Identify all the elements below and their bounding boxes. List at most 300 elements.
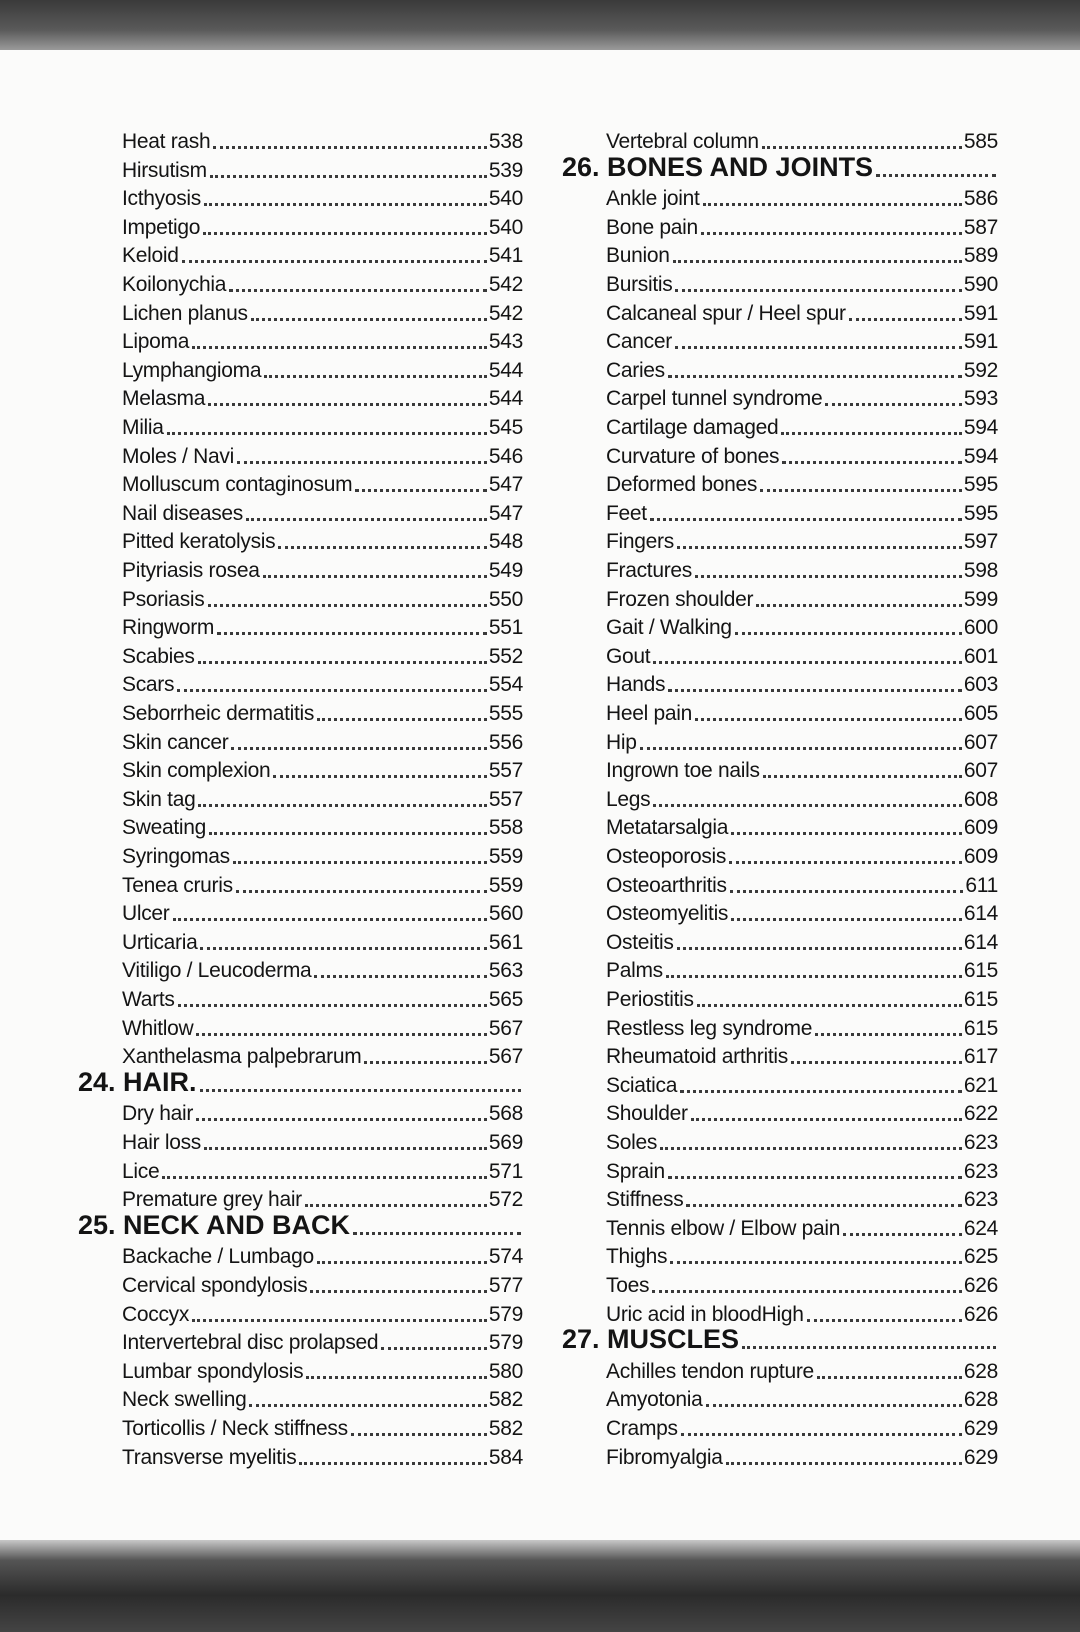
leader-dots: [670, 1261, 962, 1264]
index-entry: [562, 410, 998, 440]
entry-page-number: 551: [488, 616, 523, 640]
entry-label: Tenea cruris: [122, 873, 233, 897]
entry-label: Scars: [122, 673, 175, 697]
entry-label: Transverse myelitis: [122, 1445, 297, 1469]
entry-label: Scabies: [122, 644, 195, 668]
leader-dots: [178, 1004, 487, 1007]
entry-page-number: 567: [488, 1016, 523, 1040]
entry-label: Impetigo: [122, 215, 201, 239]
entry-label: Vertebral column: [606, 130, 759, 153]
entry-page-number: 614: [963, 902, 998, 926]
entry-page-number: 615: [963, 988, 998, 1011]
index-entry: [562, 210, 998, 240]
entry-page-number: 559: [488, 873, 523, 897]
index-entry: [562, 782, 998, 812]
entry-label: Cartilage damaged: [606, 416, 779, 439]
leader-dots: [681, 1433, 962, 1436]
entry-page-number: 542: [488, 273, 523, 296]
entry-page-number: 628: [963, 1388, 998, 1412]
entry-label: Fingers: [606, 530, 674, 554]
index-entry: [562, 1211, 998, 1241]
leader-dots: [208, 403, 487, 406]
index-entry: [562, 238, 998, 268]
leader-dots: [353, 1232, 521, 1235]
leader-dots: [231, 747, 486, 750]
index-entry: [562, 1011, 998, 1041]
entry-page-number: 572: [488, 1188, 523, 1212]
entry-label: Cervical spondylosis: [122, 1274, 308, 1297]
entry-label: Ankle joint: [606, 187, 700, 211]
leader-dots: [680, 1090, 962, 1093]
entry-page-number: 595: [963, 501, 998, 525]
leader-dots: [196, 1118, 487, 1121]
entry-label: Skin cancer: [122, 730, 229, 754]
entry-label: Whitlow: [122, 1016, 194, 1040]
index-entry: [78, 210, 523, 240]
entry-label: Psoriasis: [122, 587, 205, 611]
entry-page-number: 563: [488, 959, 523, 983]
index-entry: [78, 639, 523, 669]
entry-label: Koilonychia: [122, 273, 227, 296]
entry-page-number: 540: [488, 215, 523, 239]
index-entry: [78, 1154, 523, 1184]
leader-dots: [673, 260, 962, 263]
index-entry: [562, 1382, 998, 1412]
entry-page-number: 623: [963, 1159, 998, 1183]
entry-label: Heel pain: [606, 702, 693, 725]
entry-page-number: 584: [488, 1445, 523, 1469]
entry-page-number: 556: [488, 730, 523, 754]
entry-page-number: 609: [963, 816, 998, 840]
index-entry: [562, 1096, 998, 1126]
index-entry: [562, 267, 998, 297]
index-entry: [562, 868, 998, 898]
entry-label: Molluscum contaginosum: [122, 473, 353, 497]
entry-page-number: 625: [963, 1245, 998, 1269]
entry-label: Carpel tunnel syndrome: [606, 387, 823, 411]
entry-page-number: 547: [488, 473, 523, 497]
leader-dots: [675, 346, 962, 349]
entry-page-number: 598: [963, 559, 998, 582]
entry-label: Keloid: [122, 244, 179, 268]
entry-page-number: 558: [488, 816, 523, 840]
entry-label: Amyotonia: [606, 1388, 703, 1412]
entry-page-number: 557: [488, 759, 523, 783]
leader-dots: [263, 575, 487, 578]
index-entry: [562, 896, 998, 926]
leader-dots: [731, 918, 962, 921]
entry-page-number: 591: [963, 330, 998, 354]
entry-page-number: 590: [963, 273, 998, 296]
index-entry: [78, 753, 523, 783]
leader-dots: [675, 289, 961, 292]
entry-label: Pityriasis rosea: [122, 559, 260, 582]
entry-label: Torticollis / Neck stiffness: [122, 1417, 348, 1440]
leader-dots: [760, 489, 962, 492]
leader-dots: [653, 804, 962, 807]
leader-dots: [246, 518, 487, 521]
entry-label: Metatarsalgia: [606, 816, 729, 840]
index-entry: [78, 1382, 523, 1412]
entry-page-number: 591: [963, 301, 998, 325]
entry-label: Bursitis: [606, 273, 673, 296]
entry-page-number: 599: [963, 587, 998, 611]
entry-page-number: 544: [488, 387, 523, 411]
index-entry: [78, 810, 523, 840]
entry-label: Shoulder: [606, 1102, 688, 1126]
index-entry: [562, 982, 998, 1012]
index-entry: [78, 725, 523, 755]
entry-page-number: 568: [488, 1102, 523, 1126]
index-entry: [78, 1411, 523, 1441]
section-title: 27. MUSCLES: [562, 1324, 740, 1355]
index-entry: [562, 296, 998, 326]
section-heading: [562, 149, 998, 183]
leader-dots: [686, 1204, 961, 1207]
leader-dots: [660, 1147, 962, 1150]
index-entry: [78, 982, 523, 1012]
entry-page-number: 611: [965, 873, 998, 897]
index-entry: [78, 1325, 523, 1355]
leader-dots: [208, 604, 487, 607]
index-entry: [78, 553, 523, 583]
index-entry: [562, 1182, 998, 1212]
leader-dots: [763, 775, 962, 778]
index-entry: [78, 610, 523, 640]
index-entry: [562, 1239, 998, 1269]
index-entry: [78, 1125, 523, 1155]
section-heading: [562, 1321, 998, 1355]
entry-label: Stiffness: [606, 1188, 684, 1212]
leader-dots: [249, 1404, 486, 1407]
leader-dots: [251, 318, 487, 321]
entry-label: Sciatica: [606, 1073, 678, 1097]
index-entry: [78, 238, 523, 268]
leader-dots: [192, 1319, 487, 1322]
leader-dots: [697, 1004, 962, 1007]
leader-dots: [668, 1176, 962, 1179]
index-entry: [562, 1068, 998, 1098]
entry-page-number: 547: [488, 501, 523, 525]
index-entry: [562, 1411, 998, 1441]
entry-label: Hirsutism: [122, 158, 207, 182]
entry-page-number: 626: [963, 1274, 998, 1297]
leader-dots: [849, 318, 962, 321]
leader-dots: [843, 1233, 962, 1236]
index-entry: [78, 953, 523, 983]
leader-dots: [278, 546, 487, 549]
entry-label: Uric acid in bloodHigh: [606, 1302, 804, 1326]
index-entry: [78, 1239, 523, 1269]
index-entry: [78, 782, 523, 812]
leader-dots: [209, 832, 487, 835]
entry-page-number: 624: [963, 1216, 998, 1240]
entry-label: Cancer: [606, 330, 672, 354]
index-entry: [78, 267, 523, 297]
index-entry: [562, 1268, 998, 1298]
entry-page-number: 603: [963, 673, 998, 697]
entry-page-number: 614: [963, 930, 998, 954]
leader-dots: [355, 489, 487, 492]
entry-label: Nail diseases: [122, 501, 243, 525]
entry-label: Deformed bones: [606, 473, 758, 497]
entry-label: Lipoma: [122, 330, 190, 354]
entry-label: Milia: [122, 416, 164, 439]
entry-page-number: 617: [963, 1045, 998, 1069]
index-entry: [562, 181, 998, 211]
index-entry: [562, 667, 998, 697]
entry-page-number: 565: [488, 988, 523, 1011]
leader-dots: [666, 975, 962, 978]
entry-label: Calcaneal spur / Heel spur: [606, 301, 846, 325]
index-entry: [78, 1268, 523, 1298]
entry-label: Curvature of bones: [606, 444, 780, 468]
entry-page-number: 629: [963, 1417, 998, 1440]
index-entry: [562, 524, 998, 554]
leader-dots: [703, 203, 962, 206]
entry-label: Caries: [606, 358, 665, 382]
leader-dots: [317, 718, 487, 721]
leader-dots: [200, 947, 486, 950]
index-entry: [562, 953, 998, 983]
index-entry: [562, 610, 998, 640]
leader-dots: [668, 375, 962, 378]
entry-page-number: 622: [963, 1102, 998, 1126]
leader-dots: [200, 1089, 521, 1092]
index-entry: [562, 1440, 998, 1470]
entry-page-number: 615: [963, 959, 998, 983]
index-entry: [78, 124, 523, 154]
leader-dots: [204, 203, 487, 206]
entry-label: Lymphangioma: [122, 358, 262, 382]
leader-dots: [876, 174, 996, 177]
leader-dots: [677, 947, 962, 950]
entry-label: Thighs: [606, 1245, 668, 1269]
entry-label: Lichen planus: [122, 301, 248, 325]
index-entry: [78, 1096, 523, 1126]
entry-page-number: 597: [963, 530, 998, 554]
entry-label: Syringomas: [122, 845, 230, 868]
leader-dots: [351, 1433, 487, 1436]
entry-label: Seborrheic dermatitis: [122, 702, 315, 725]
entry-label: Sweating: [122, 816, 206, 840]
entry-label: Fibromyalgia: [606, 1445, 723, 1469]
leader-dots: [173, 918, 487, 921]
index-entry: [562, 1354, 998, 1384]
index-entry: [562, 1039, 998, 1069]
leader-dots: [217, 632, 487, 635]
index-entry: [78, 439, 523, 469]
entry-page-number: 582: [488, 1417, 523, 1440]
section-title: 26. BONES AND JOINTS: [562, 151, 874, 182]
entry-page-number: 540: [488, 187, 523, 211]
index-entry: [78, 324, 523, 354]
entry-page-number: 623: [963, 1188, 998, 1212]
index-entry: [562, 1154, 998, 1184]
entry-page-number: 608: [963, 787, 998, 811]
leader-dots: [213, 146, 487, 149]
entry-label: Ulcer: [122, 902, 170, 926]
leader-dots: [162, 1176, 487, 1179]
entry-label: Hip: [606, 730, 637, 754]
entry-page-number: 589: [963, 244, 998, 268]
entry-label: Ingrown toe nails: [606, 759, 760, 783]
index-entry: [78, 1440, 523, 1470]
leader-dots: [791, 1061, 962, 1064]
leader-dots: [691, 1118, 962, 1121]
entry-page-number: 545: [488, 416, 523, 439]
entry-label: Soles: [606, 1131, 658, 1154]
leader-dots: [653, 661, 962, 664]
entry-label: Premature grey hair: [122, 1188, 302, 1212]
entry-page-number: 555: [488, 702, 523, 725]
index-entry: [562, 753, 998, 783]
entry-label: Neck swelling: [122, 1388, 247, 1412]
entry-label: Heat rash: [122, 130, 211, 153]
entry-page-number: 609: [963, 845, 998, 868]
entry-label: Vitiligo / Leucoderma: [122, 959, 312, 983]
entry-page-number: 607: [963, 730, 998, 754]
index-entry: [562, 381, 998, 411]
index-entry: [562, 1125, 998, 1155]
leader-dots: [701, 232, 962, 235]
leader-dots: [314, 975, 486, 978]
leader-dots: [306, 1376, 486, 1379]
entry-page-number: 585: [963, 130, 998, 153]
entry-label: Toes: [606, 1274, 650, 1297]
leader-dots: [695, 718, 962, 721]
leader-dots: [273, 775, 486, 778]
entry-page-number: 594: [963, 416, 998, 439]
leader-dots: [730, 890, 964, 893]
entry-page-number: 626: [963, 1302, 998, 1326]
entry-label: Melasma: [122, 387, 206, 411]
section-title: 24. HAIR.: [78, 1066, 197, 1097]
entry-page-number: 539: [488, 158, 523, 182]
entry-page-number: 538: [488, 130, 523, 153]
entry-label: Bunion: [606, 244, 670, 268]
entry-label: Tennis elbow / Elbow pain: [606, 1216, 841, 1240]
entry-page-number: 607: [963, 759, 998, 783]
entry-label: Intervertebral disc prolapsed: [122, 1331, 379, 1355]
index-entry: [562, 696, 998, 726]
leader-dots: [317, 1261, 487, 1264]
entry-page-number: 579: [488, 1331, 523, 1355]
index-entry: [562, 925, 998, 955]
leader-dots: [729, 861, 962, 864]
entry-page-number: 561: [488, 930, 523, 954]
leader-dots: [237, 461, 487, 464]
entry-page-number: 615: [963, 1016, 998, 1040]
entry-page-number: 543: [488, 330, 523, 354]
leader-dots: [210, 175, 487, 178]
entry-label: Lice: [122, 1159, 160, 1183]
index-entry: [562, 467, 998, 497]
leader-dots: [650, 518, 962, 521]
leader-dots: [756, 604, 962, 607]
entry-page-number: 554: [488, 673, 523, 697]
index-entry: [78, 667, 523, 697]
index-entry: [78, 296, 523, 326]
index-entry: [562, 839, 998, 869]
entry-page-number: 560: [488, 902, 523, 926]
index-entry: [78, 868, 523, 898]
entry-label: Pitted keratolysis: [122, 530, 276, 554]
entry-label: Legs: [606, 787, 651, 811]
entry-label: Dry hair: [122, 1102, 194, 1126]
leader-dots: [735, 632, 962, 635]
leader-dots: [299, 1462, 486, 1465]
index-entry: [562, 324, 998, 354]
leader-dots: [196, 1033, 486, 1036]
leader-dots: [817, 1376, 962, 1379]
entry-label: Warts: [122, 988, 175, 1011]
entry-page-number: 621: [963, 1073, 998, 1097]
entry-page-number: 594: [963, 444, 998, 468]
entry-page-number: 544: [488, 358, 523, 382]
entry-page-number: 595: [963, 473, 998, 497]
entry-label: Bone pain: [606, 215, 698, 239]
entry-label: Achilles tendon rupture: [606, 1359, 814, 1383]
entry-page-number: 567: [488, 1045, 523, 1069]
leader-dots: [706, 1404, 962, 1407]
entry-label: Moles / Navi: [122, 444, 234, 468]
leader-dots: [229, 289, 487, 292]
leader-dots: [731, 832, 962, 835]
leader-dots: [825, 403, 962, 406]
entry-label: Osteoarthritis: [606, 873, 727, 897]
entry-label: Osteoporosis: [606, 845, 727, 868]
entry-page-number: 629: [963, 1445, 998, 1469]
entry-page-number: 552: [488, 644, 523, 668]
leader-dots: [264, 375, 487, 378]
index-entry: [562, 439, 998, 469]
entry-label: Backache / Lumbago: [122, 1245, 314, 1269]
leader-dots: [233, 861, 487, 864]
entry-page-number: 628: [963, 1359, 998, 1383]
entry-page-number: 593: [963, 387, 998, 411]
leader-dots: [167, 432, 487, 435]
index-entry: [78, 353, 523, 383]
entry-page-number: 600: [963, 616, 998, 640]
entry-label: Coccyx: [122, 1302, 190, 1326]
scan-border-top: [0, 0, 1080, 50]
index-entry: [78, 839, 523, 869]
entry-label: Urticaria: [122, 930, 198, 954]
entry-label: Skin tag: [122, 787, 196, 811]
index-entry: [78, 524, 523, 554]
entry-page-number: 579: [488, 1302, 523, 1326]
index-entry: [78, 467, 523, 497]
entry-label: Xanthelasma palpebrarum: [122, 1045, 362, 1069]
section-heading: [78, 1064, 523, 1098]
entry-label: Rheumatoid arthritis: [606, 1045, 788, 1069]
entry-page-number: 559: [488, 845, 523, 868]
leader-dots: [198, 661, 487, 664]
index-entry: [78, 381, 523, 411]
book-page: [0, 50, 1080, 1540]
index-entry: [78, 1297, 523, 1327]
index-entry: [78, 153, 523, 183]
index-entry: [78, 1011, 523, 1041]
entry-page-number: 592: [963, 358, 998, 382]
leader-dots: [652, 1290, 962, 1293]
entry-label: Cramps: [606, 1417, 678, 1440]
entry-page-number: 548: [488, 530, 523, 554]
entry-page-number: 577: [488, 1274, 523, 1297]
entry-label: Ringworm: [122, 616, 215, 640]
entry-page-number: 546: [488, 444, 523, 468]
